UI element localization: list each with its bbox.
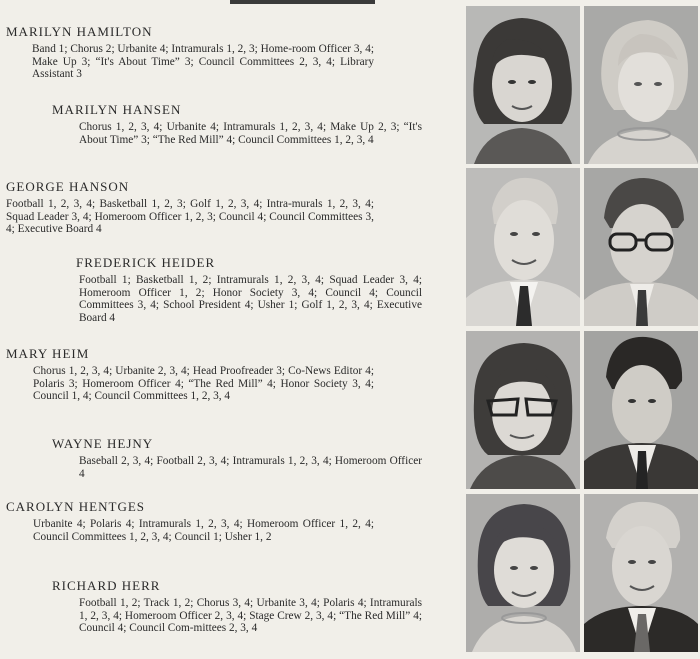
portrait-photo-mary-heim <box>466 331 580 489</box>
student-entry <box>6 179 374 236</box>
student-name: MARY HEIM <box>6 346 90 361</box>
student-name: RICHARD HERR <box>52 578 161 593</box>
student-name: GEORGE HANSON <box>6 179 130 194</box>
student-activities: Band 1; Chorus 2; Urbanite 4; Intramurals 1, 2, 3; Home-room Officer 3, 4; Make Up 3; “It's About Time” 3; Council Committees 2, 3, 4; Library Assistant 3 <box>32 43 374 81</box>
student-entry <box>52 102 422 146</box>
student-name: WAYNE HEJNY <box>52 436 154 451</box>
student-activities: Chorus 1, 2, 3, 4; Urbanite 4; Intramurals 1, 2, 3, 4; Make Up 2, 3; “It's About Time” 3; “The Red Mill” 4; Council Committees 1, 2, 3, 4 <box>79 121 422 146</box>
student-activities: Football 1, 2, 3, 4; Basketball 1, 2, 3; Golf 1, 2, 3, 4; Intra-murals 1, 2, 3, 4; Squad Leader 3, 4; Homeroom Officer 1, 2, 3; Council 4; Council Committees 3, 4; Executive Board 4 <box>6 198 374 236</box>
student-name: MARILYN HAMILTON <box>6 24 153 39</box>
student-name: FREDERICK HEIDER <box>76 255 216 270</box>
student-name: MARILYN HANSEN <box>52 102 182 117</box>
portrait-photo-richard-herr <box>584 494 698 652</box>
student-activities: Baseball 2, 3, 4; Football 2, 3, 4; Intramurals 1, 2, 3, 4; Homeroom Officer 4 <box>79 455 422 480</box>
student-activities: Football 1, 2; Track 1, 2; Chorus 3, 4; Urbanite 3, 4; Polaris 4; Intramurals 1, 2, 3, 4; Homeroom Officer 2, 3, 4; Stage Crew 2, 3, 4; “The Red Mill” 4; Council 4; Council Com-mittees 2, 3, 4 <box>79 597 422 635</box>
student-entry <box>6 499 374 543</box>
student-entry <box>76 255 422 324</box>
portrait-photo-carolyn-hentges <box>466 494 580 652</box>
student-name: CAROLYN HENTGES <box>6 499 146 514</box>
portrait-photo-marilyn-hansen <box>584 6 698 164</box>
student-entry <box>6 346 374 403</box>
student-activities: Football 1; Basketball 1, 2; Intramurals 1, 2, 3, 4; Squad Leader 3, 4; Homeroom Officer 1, 2; Honor Society 3, 4; Council 4; Council Committees 3, 4; School President 4; Usher 1; Golf 1, 2, 3, 4; Executive Board 4 <box>79 274 422 324</box>
student-entry <box>52 436 422 480</box>
portrait-photo-frederick-heider <box>584 168 698 326</box>
portrait-grid <box>466 6 700 659</box>
student-activities: Chorus 1, 2, 3, 4; Urbanite 2, 3, 4; Head Proofreader 3; Co-News Editor 4; Polaris 3; Homeroom Officer 4; “The Red Mill” 4; Honor Society 3, 4; Council 1, 4; Council Committees 1, 2, 3, 4 <box>33 365 374 403</box>
top-rule <box>230 0 375 4</box>
student-activities: Urbanite 4; Polaris 4; Intramurals 1, 2, 3, 4; Homeroom Officer 1, 2, 4; Council Committees 1, 2, 3, 4; Council 1; Usher 1, 2 <box>33 518 374 543</box>
portrait-photo-george-hanson <box>466 168 580 326</box>
portrait-photo-wayne-hejny <box>584 331 698 489</box>
student-entry <box>52 578 422 635</box>
student-entry <box>6 24 374 81</box>
portrait-photo-marilyn-hamilton <box>466 6 580 164</box>
